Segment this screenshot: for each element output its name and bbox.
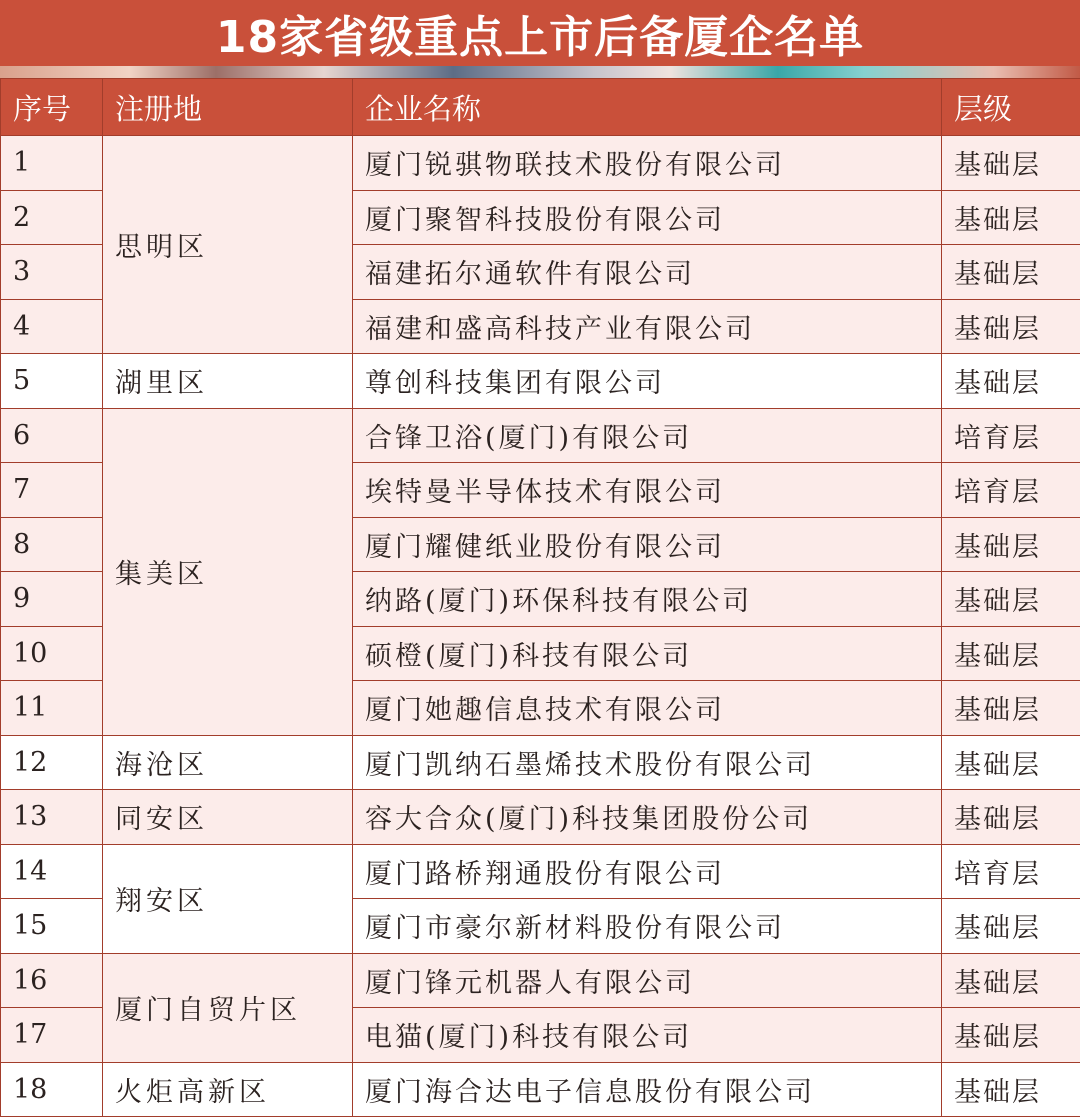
row-company: 厦门锋元机器人有限公司 <box>353 953 942 1008</box>
row-seq: 8 <box>1 517 103 572</box>
table-row <box>1 1062 1080 1117</box>
row-seq: 12 <box>1 735 103 790</box>
row-seq: 13 <box>1 790 103 845</box>
row-seq: 14 <box>1 844 103 899</box>
row-seq: 6 <box>1 408 103 463</box>
row-tier: 基础层 <box>942 899 1080 954</box>
row-seq: 10 <box>1 626 103 681</box>
row-company: 厦门凯纳石墨烯技术股份有限公司 <box>353 735 942 790</box>
row-tier: 基础层 <box>942 299 1080 354</box>
table-row <box>1 735 1080 790</box>
row-tier: 基础层 <box>942 1062 1080 1117</box>
header-seq: 序号 <box>1 79 103 136</box>
table-row <box>1 136 1080 191</box>
row-seq: 1 <box>1 136 103 191</box>
table-row <box>1 408 1080 463</box>
row-tier: 基础层 <box>942 626 1080 681</box>
row-district: 湖里区 <box>103 354 353 409</box>
table-row <box>1 953 1080 1008</box>
row-tier: 基础层 <box>942 354 1080 409</box>
row-tier: 基础层 <box>942 790 1080 845</box>
row-seq: 3 <box>1 245 103 300</box>
row-company: 纳路(厦门)环保科技有限公司 <box>353 572 942 627</box>
header-tier: 层级 <box>942 79 1080 136</box>
row-tier: 基础层 <box>942 136 1080 191</box>
row-company: 厦门路桥翔通股份有限公司 <box>353 844 942 899</box>
row-company: 厦门市豪尔新材料股份有限公司 <box>353 899 942 954</box>
row-district: 翔安区 <box>103 844 353 953</box>
row-district: 思明区 <box>103 136 353 354</box>
table-row <box>1 844 1080 899</box>
row-seq: 2 <box>1 190 103 245</box>
table-header-row <box>1 79 1080 136</box>
row-company: 厦门锐骐物联技术股份有限公司 <box>353 136 942 191</box>
row-tier: 基础层 <box>942 681 1080 736</box>
row-tier: 基础层 <box>942 517 1080 572</box>
row-company: 厦门她趣信息技术有限公司 <box>353 681 942 736</box>
row-seq: 5 <box>1 354 103 409</box>
row-seq: 16 <box>1 953 103 1008</box>
row-tier: 基础层 <box>942 953 1080 1008</box>
header-company: 企业名称 <box>353 79 942 136</box>
row-seq: 18 <box>1 1062 103 1117</box>
title-banner <box>0 0 1080 66</box>
page-title: 18家省级重点上市后备厦企名单 <box>216 1 864 65</box>
row-tier: 基础层 <box>942 245 1080 300</box>
row-company: 福建拓尔通软件有限公司 <box>353 245 942 300</box>
row-seq: 7 <box>1 463 103 518</box>
row-tier: 基础层 <box>942 1008 1080 1063</box>
row-district: 厦门自贸片区 <box>103 953 353 1062</box>
row-company: 尊创科技集团有限公司 <box>353 354 942 409</box>
row-tier: 培育层 <box>942 844 1080 899</box>
row-district: 海沧区 <box>103 735 353 790</box>
row-district: 集美区 <box>103 408 353 735</box>
row-district: 同安区 <box>103 790 353 845</box>
row-district: 火炬高新区 <box>103 1062 353 1117</box>
row-company: 合锋卫浴(厦门)有限公司 <box>353 408 942 463</box>
row-seq: 9 <box>1 572 103 627</box>
row-tier: 基础层 <box>942 735 1080 790</box>
row-company: 厦门海合达电子信息股份有限公司 <box>353 1062 942 1117</box>
row-tier: 培育层 <box>942 463 1080 518</box>
row-company: 硕橙(厦门)科技有限公司 <box>353 626 942 681</box>
header-district: 注册地 <box>103 79 353 136</box>
row-seq: 15 <box>1 899 103 954</box>
table-row <box>1 790 1080 845</box>
row-seq: 11 <box>1 681 103 736</box>
row-company: 埃特曼半导体技术有限公司 <box>353 463 942 518</box>
row-seq: 17 <box>1 1008 103 1063</box>
row-seq: 4 <box>1 299 103 354</box>
row-company: 厦门耀健纸业股份有限公司 <box>353 517 942 572</box>
decorative-photo-strip <box>0 66 1080 78</box>
table-row <box>1 354 1080 409</box>
row-company: 电猫(厦门)科技有限公司 <box>353 1008 942 1063</box>
row-company: 容大合众(厦门)科技集团股份公司 <box>353 790 942 845</box>
row-company: 福建和盛高科技产业有限公司 <box>353 299 942 354</box>
row-tier: 基础层 <box>942 572 1080 627</box>
company-list-table <box>0 78 1080 1117</box>
row-company: 厦门聚智科技股份有限公司 <box>353 190 942 245</box>
row-tier: 基础层 <box>942 190 1080 245</box>
row-tier: 培育层 <box>942 408 1080 463</box>
